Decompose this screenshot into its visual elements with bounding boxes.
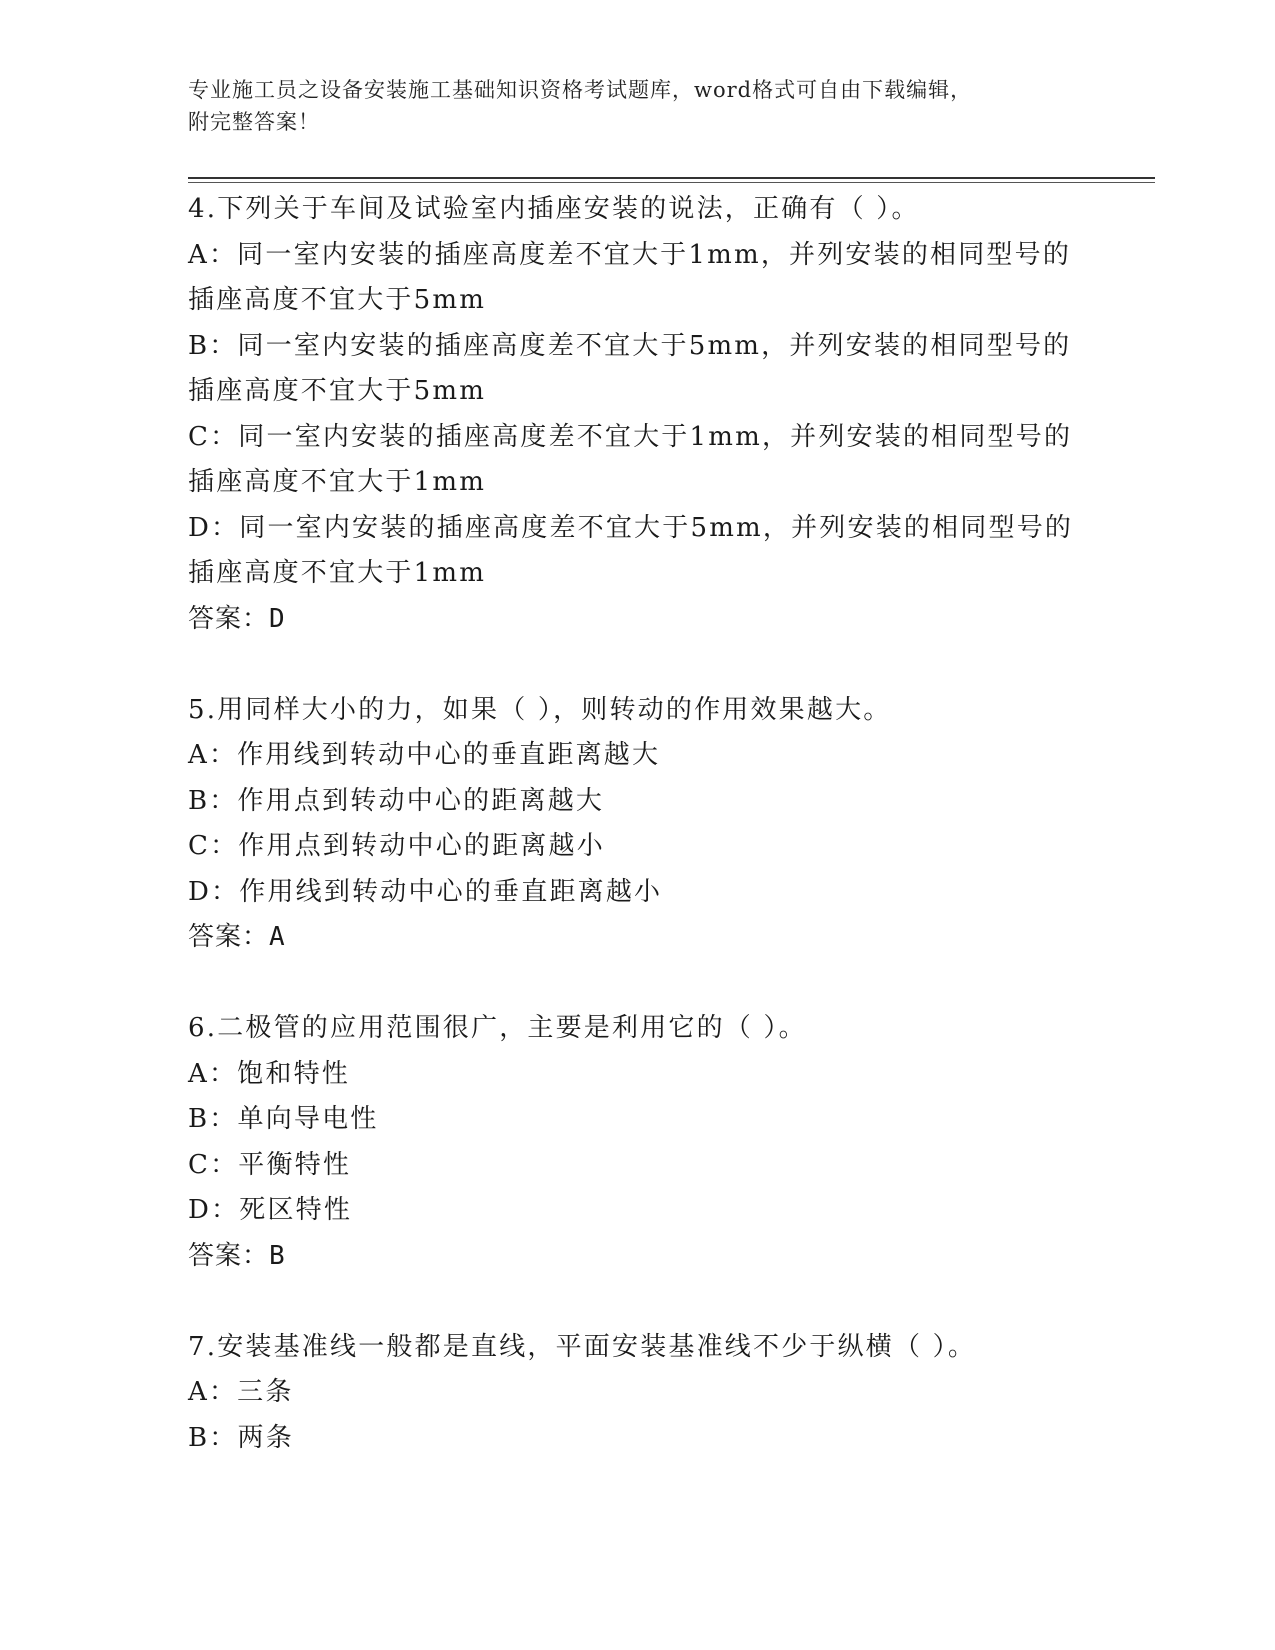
question-stem: 6.二极管的应用范围很广，主要是利用它的（ ）。 xyxy=(188,1013,807,1043)
question-stem: 4.下列关于车间及试验室内插座安装的说法，正确有（ ）。 xyxy=(188,194,920,224)
answer-line: 答案：D xyxy=(188,603,286,634)
option-line: D：同一室内安装的插座高度差不宜大于5mm，并列安装的相同型号的 xyxy=(188,512,1074,543)
question-block xyxy=(188,1325,1088,1462)
question-stem: 7.安装基准线一般都是直线，平面安装基准线不少于纵横（ ）。 xyxy=(188,1331,977,1362)
option-line: A：作用线到转动中心的垂直距离越大 xyxy=(188,740,661,770)
option-line-continued: 插座高度不宜大于1mm xyxy=(188,467,487,497)
question-spacer xyxy=(188,961,1088,1007)
option-line: A：三条 xyxy=(188,1377,294,1407)
option-line: B：作用点到转动中心的距离越大 xyxy=(188,785,605,816)
option-line: B：同一室内安装的插座高度差不宜大于5mm，并列安装的相同型号的 xyxy=(188,330,1072,361)
question-spacer xyxy=(188,1279,1088,1325)
question-spacer xyxy=(188,642,1088,688)
header-line: 专业施工员之设备安装施工基础知识资格考试题库，word格式可自由下载编辑， xyxy=(188,78,973,102)
document-header xyxy=(188,74,1088,138)
option-line-continued: 插座高度不宜大于5mm xyxy=(188,285,487,315)
option-line-continued: 插座高度不宜大于1mm xyxy=(188,558,487,588)
question-block xyxy=(188,187,1088,642)
answer-line: 答案：B xyxy=(188,1240,286,1271)
option-line: C：平衡特性 xyxy=(188,1149,352,1180)
option-line: C：同一室内安装的插座高度差不宜大于1mm，并列安装的相同型号的 xyxy=(188,421,1073,452)
option-line: C：作用点到转动中心的距离越小 xyxy=(188,831,605,861)
header-divider-thin xyxy=(188,182,1155,183)
question-list xyxy=(188,187,1088,1461)
header-divider xyxy=(188,177,1155,179)
answer-line: 答案：A xyxy=(188,922,286,952)
question-block xyxy=(188,688,1088,961)
option-line: B：两条 xyxy=(188,1422,294,1453)
option-line: D：死区特性 xyxy=(188,1195,353,1225)
option-line: B：单向导电性 xyxy=(188,1104,379,1134)
question-stem: 5.用同样大小的力，如果（ ），则转动的作用效果越大。 xyxy=(188,694,892,725)
option-line: D：作用线到转动中心的垂直距离越小 xyxy=(188,876,663,907)
question-block xyxy=(188,1006,1088,1279)
option-line: A：同一室内安装的插座高度差不宜大于1mm，并列安装的相同型号的 xyxy=(188,239,1072,270)
header-line: 附完整答案！ xyxy=(188,110,320,134)
option-line: A：饱和特性 xyxy=(188,1058,350,1089)
option-line-continued: 插座高度不宜大于5mm xyxy=(188,376,487,406)
